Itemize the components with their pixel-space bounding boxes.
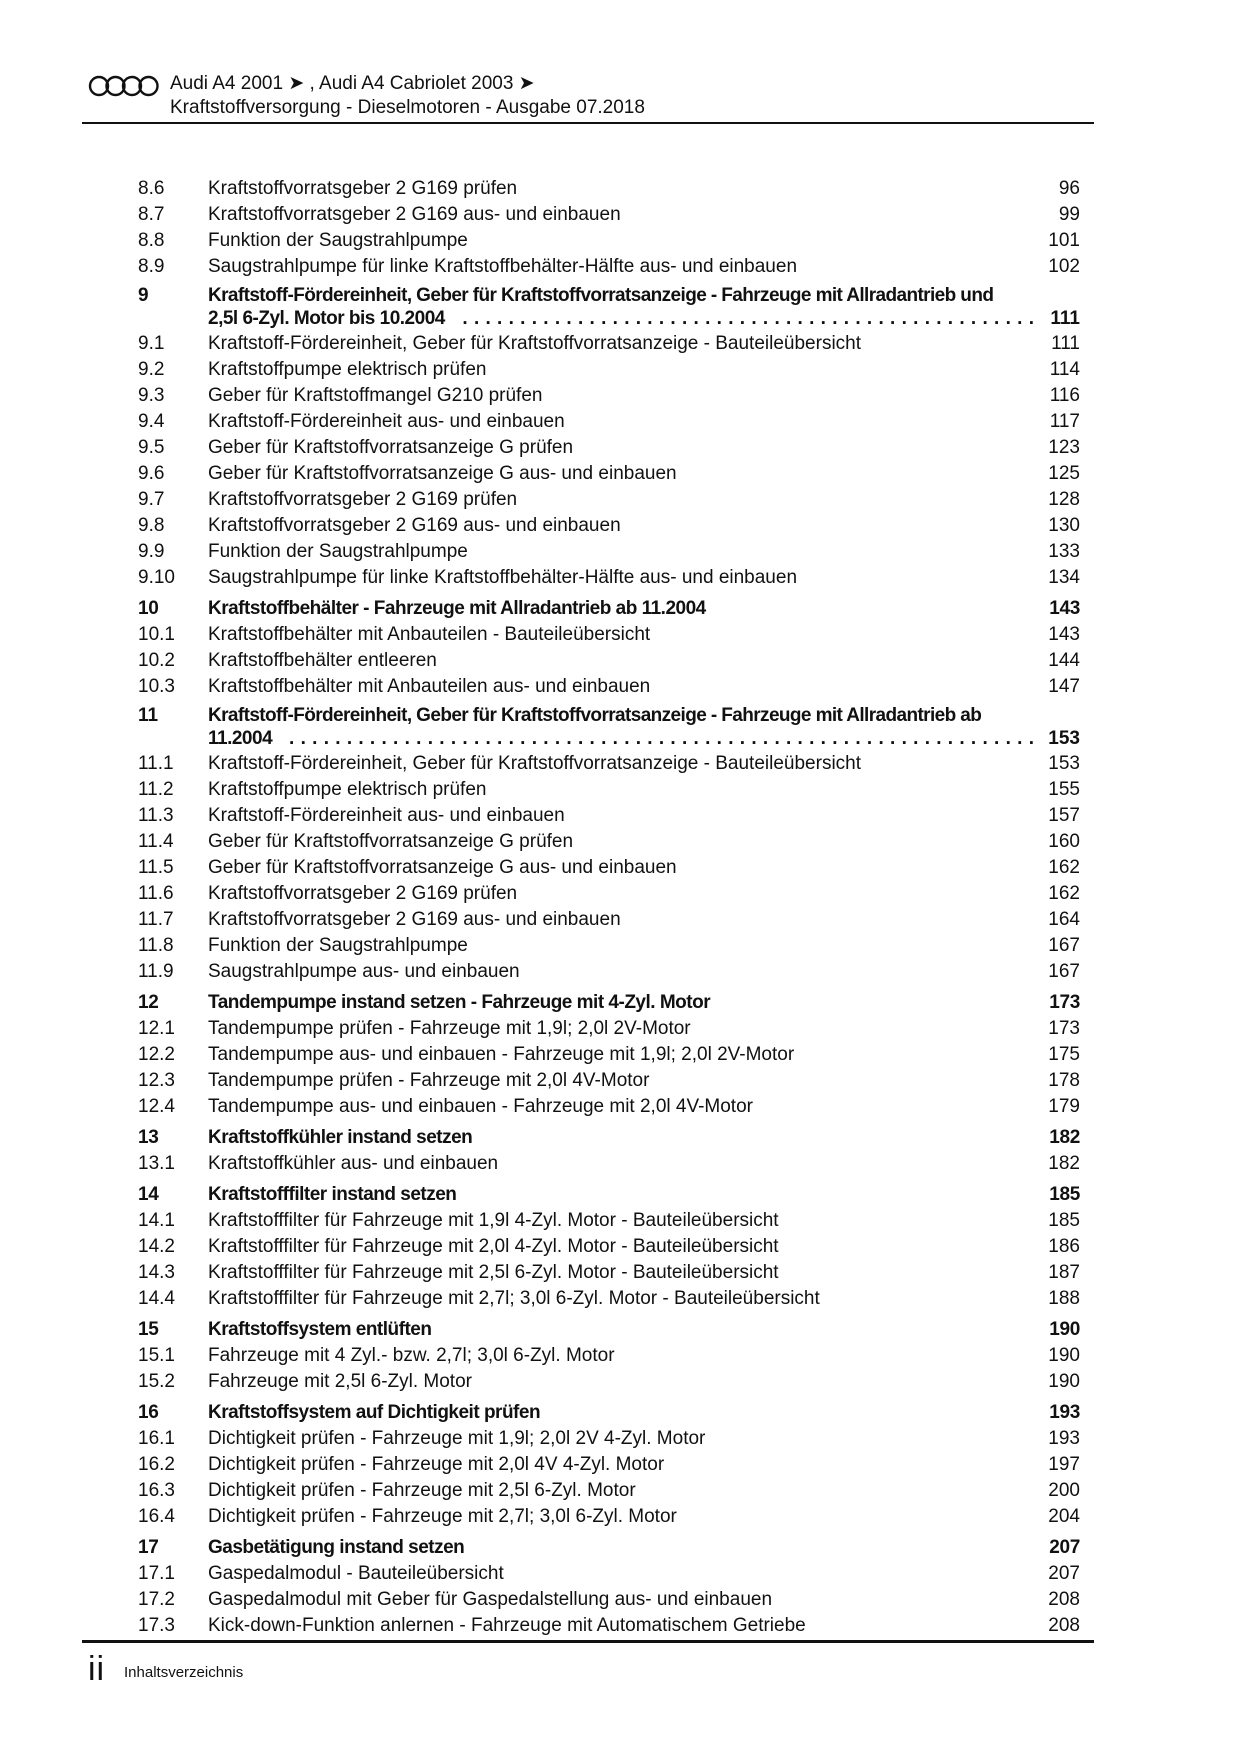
toc-entry-page: 101 — [1048, 230, 1080, 251]
toc-entry-title: Kraftstoff-Fördereinheit, Geber für Kraftstoffvorratsanzeige - Fahrzeuge mit Allradantrieb ab — [208, 705, 982, 726]
toc-section-entry[interactable] — [138, 487, 1080, 513]
toc-entry-title-continued: 2,5l 6-Zyl. Motor bis 10.2004 — [208, 307, 455, 331]
toc-section-entry[interactable] — [138, 1426, 1080, 1452]
toc-entry-title: Kraftstoffsystem entlüften — [208, 1317, 441, 1343]
toc-section-entry[interactable] — [138, 461, 1080, 487]
toc-entry-number: 11.7 — [138, 909, 174, 930]
toc-entry-page: 143 — [1048, 624, 1080, 645]
toc-entry-number: 9 — [138, 285, 149, 306]
toc-entry-title: Dichtigkeit prüfen - Fahrzeuge mit 2,0l 4V 4-Zyl. Motor — [208, 1452, 674, 1478]
toc-entry-title: Kraftstofffilter für Fahrzeuge mit 2,7l; 3,0l 6-Zyl. Motor - Bauteileübersicht — [208, 1286, 830, 1312]
toc-entry-title: Kraftstoff-Fördereinheit, Geber für Kraftstoffvorratsanzeige - Bauteileübersicht — [208, 751, 871, 777]
toc-entry-number: 16.1 — [138, 1428, 175, 1449]
toc-entry-page: 133 — [1048, 541, 1080, 562]
toc-section-entry[interactable] — [138, 565, 1080, 591]
toc-entry-page: 125 — [1048, 463, 1080, 484]
toc-section-entry[interactable] — [138, 1042, 1080, 1068]
toc-chapter-entry[interactable] — [138, 1125, 1080, 1151]
toc-entry-page: 186 — [1048, 1236, 1080, 1257]
toc-entry-title: Dichtigkeit prüfen - Fahrzeuge mit 1,9l; 2,0l 2V 4-Zyl. Motor — [208, 1426, 715, 1452]
toc-entry-title: Kraftstoffvorratsgeber 2 G169 prüfen — [208, 881, 527, 907]
toc-entry-title: Kraftstoffvorratsgeber 2 G169 prüfen — [208, 176, 527, 202]
toc-section-entry[interactable] — [138, 933, 1080, 959]
toc-section-entry[interactable] — [138, 907, 1080, 933]
toc-entry-title: Kraftstoffkühler instand setzen — [208, 1125, 482, 1151]
toc-entry-title: Dichtigkeit prüfen - Fahrzeuge mit 2,5l 6-Zyl. Motor — [208, 1478, 646, 1504]
toc-entry-page: 173 — [1048, 1018, 1080, 1039]
toc-entry-title: Kraftstofffilter für Fahrzeuge mit 1,9l 4-Zyl. Motor - Bauteileübersicht — [208, 1208, 789, 1234]
toc-entry-number: 9.8 — [138, 515, 165, 536]
toc-entry-page: 99 — [1058, 204, 1080, 225]
toc-entry-title: Kraftstoff-Fördereinheit, Geber für Kraftstoffvorratsanzeige - Bauteileübersicht — [208, 331, 871, 357]
toc-entry-page: 167 — [1048, 935, 1080, 956]
toc-entry-number: 12.2 — [138, 1044, 175, 1065]
toc-entry-number: 14.4 — [138, 1288, 175, 1309]
toc-entry-title: Kraftstoffvorratsgeber 2 G169 aus- und einbauen — [208, 907, 631, 933]
toc-entry-title: Dichtigkeit prüfen - Fahrzeuge mit 2,7l; 3,0l 6-Zyl. Motor — [208, 1504, 687, 1530]
toc-entry-number: 9.10 — [138, 567, 175, 588]
toc-entry-number: 10.1 — [138, 624, 175, 645]
toc-entry-number: 11.4 — [138, 831, 174, 852]
toc-entry-page: 190 — [1048, 1371, 1080, 1392]
toc-entry-page: 147 — [1048, 676, 1080, 697]
toc-entry-number: 12.1 — [138, 1018, 175, 1039]
toc-entry-page: 162 — [1048, 857, 1080, 878]
toc-entry-number: 11.2 — [138, 779, 174, 800]
toc-entry-page: 134 — [1048, 567, 1080, 588]
toc-chapter-entry[interactable] — [138, 1535, 1080, 1561]
toc-section-entry[interactable] — [138, 539, 1080, 565]
toc-entry-title: Kraftstofffilter für Fahrzeuge mit 2,5l 6-Zyl. Motor - Bauteileübersicht — [208, 1260, 789, 1286]
toc-entry-title: Kraftstoffpumpe elektrisch prüfen — [208, 777, 496, 803]
toc-entry-number: 10.2 — [138, 650, 175, 671]
toc-entry-title: Tandempumpe aus- und einbauen - Fahrzeuge mit 1,9l; 2,0l 2V-Motor — [208, 1042, 804, 1068]
toc-entry-page: 143 — [1049, 598, 1080, 619]
toc-section-entry[interactable] — [138, 829, 1080, 855]
toc-entry-page: 153 — [1048, 728, 1080, 749]
toc-entry-page: 116 — [1049, 385, 1080, 406]
toc-section-entry[interactable] — [138, 1504, 1080, 1530]
toc-entry-page: 207 — [1048, 1563, 1080, 1584]
toc-entry-number: 11.5 — [138, 857, 174, 878]
toc-entry-number: 11.3 — [138, 805, 174, 826]
toc-entry-title: Kraftstofffilter für Fahrzeuge mit 2,0l 4-Zyl. Motor - Bauteileübersicht — [208, 1234, 789, 1260]
toc-section-entry[interactable] — [138, 254, 1080, 280]
toc-entry-number: 11.6 — [138, 883, 174, 904]
toc-entry-number: 9.1 — [138, 333, 165, 354]
toc-section-entry[interactable] — [138, 1343, 1080, 1369]
toc-entry-title: Gaspedalmodul - Bauteileübersicht — [208, 1561, 514, 1587]
toc-entry-title: Kraftstoffbehälter mit Anbauteilen - Bauteileübersicht — [208, 622, 660, 648]
toc-entry-number: 15.1 — [138, 1345, 175, 1366]
toc-section-entry[interactable] — [138, 1286, 1080, 1312]
toc-entry-page: 160 — [1048, 831, 1080, 852]
toc-entry-number: 8.9 — [138, 256, 165, 277]
toc-entry-page: 204 — [1048, 1506, 1080, 1527]
toc-entry-title: Tandempumpe aus- und einbauen - Fahrzeuge mit 2,0l 4V-Motor — [208, 1094, 763, 1120]
toc-chapter-entry[interactable] — [138, 596, 1080, 622]
toc-entry-number: 8.7 — [138, 204, 165, 225]
toc-section-entry[interactable] — [138, 383, 1080, 409]
toc-section-entry[interactable] — [138, 855, 1080, 881]
header-model-line: Audi A4 2001 ➤ , Audi A4 Cabriolet 2003 ➤ — [170, 73, 535, 94]
toc-entry-page: 178 — [1048, 1070, 1080, 1091]
toc-entry-number: 9.4 — [138, 411, 165, 432]
toc-chapter-entry[interactable] — [138, 1182, 1080, 1208]
toc-section-entry[interactable] — [138, 202, 1080, 228]
toc-entry-number: 12 — [138, 992, 159, 1013]
toc-section-entry[interactable] — [138, 1561, 1080, 1587]
toc-entry-page: 179 — [1048, 1096, 1080, 1117]
toc-entry-number: 17.1 — [138, 1563, 175, 1584]
toc-entry-title: Kraftstoff-Fördereinheit, Geber für Kraftstoffvorratsanzeige - Fahrzeuge mit Allradantrieb und — [208, 285, 994, 306]
toc-entry-page: 188 — [1048, 1288, 1080, 1309]
toc-entry-title: Geber für Kraftstoffvorratsanzeige G prüfen — [208, 829, 583, 855]
toc-entry-page: 190 — [1048, 1345, 1080, 1366]
toc-section-entry[interactable] — [138, 1587, 1080, 1613]
toc-entry-page: 207 — [1049, 1537, 1080, 1558]
header-divider — [82, 122, 1094, 124]
toc-entry-page: 208 — [1048, 1615, 1080, 1636]
toc-entry-title: Kraftstoffpumpe elektrisch prüfen — [208, 357, 496, 383]
toc-entry-page: 111 — [1050, 308, 1080, 329]
toc-section-entry[interactable] — [138, 1369, 1080, 1395]
toc-section-entry[interactable] — [138, 1068, 1080, 1094]
toc-entry-title: Kraftstoffbehälter - Fahrzeuge mit Allradantrieb ab 11.2004 — [208, 596, 716, 622]
toc-section-entry[interactable] — [138, 1234, 1080, 1260]
toc-entry-number: 9.5 — [138, 437, 165, 458]
toc-entry-title: Tandempumpe prüfen - Fahrzeuge mit 1,9l; 2,0l 2V-Motor — [208, 1016, 701, 1042]
toc-entry-page: 173 — [1049, 992, 1080, 1013]
toc-entry-title: Kraftstoffvorratsgeber 2 G169 aus- und einbauen — [208, 513, 631, 539]
toc-section-entry[interactable] — [138, 228, 1080, 254]
toc-entry-title: Geber für Kraftstoffmangel G210 prüfen — [208, 383, 552, 409]
toc-entry-page: 167 — [1048, 961, 1080, 982]
toc-entry-page: 185 — [1048, 1210, 1080, 1231]
toc-entry-number: 9.6 — [138, 463, 165, 484]
toc-entry-number: 14.3 — [138, 1262, 175, 1283]
toc-entry-number: 17.2 — [138, 1589, 175, 1610]
toc-entry-number: 12.3 — [138, 1070, 175, 1091]
toc-entry-page: 208 — [1048, 1589, 1080, 1610]
toc-entry-number: 8.8 — [138, 230, 165, 251]
toc-entry-number: 13 — [138, 1127, 159, 1148]
toc-chapter-entry[interactable] — [138, 1400, 1080, 1426]
toc-entry-page: 182 — [1049, 1127, 1080, 1148]
footer-section-label: Inhaltsverzeichnis — [124, 1664, 244, 1681]
toc-dot-leader — [282, 727, 1034, 751]
toc-entry-page: 130 — [1048, 515, 1080, 536]
toc-section-entry[interactable] — [138, 751, 1080, 777]
toc-entry-number: 11 — [138, 705, 159, 726]
toc-entry-page: 114 — [1049, 359, 1080, 380]
toc-entry-number: 9.9 — [138, 541, 165, 562]
toc-entry-page: 144 — [1048, 650, 1080, 671]
toc-entry-page: 102 — [1048, 256, 1080, 277]
toc-section-entry[interactable] — [138, 357, 1080, 383]
toc-section-entry[interactable] — [138, 1094, 1080, 1120]
toc-entry-title: Kraftstoffsystem auf Dichtigkeit prüfen — [208, 1400, 550, 1426]
footer-page-number: ii — [88, 1650, 106, 1688]
toc-entry-page: 193 — [1048, 1428, 1080, 1449]
toc-entry-title: Kraftstoffvorratsgeber 2 G169 prüfen — [208, 487, 527, 513]
toc-entry-title: Fahrzeuge mit 2,5l 6-Zyl. Motor — [208, 1369, 482, 1395]
toc-entry-number: 15 — [138, 1319, 159, 1340]
toc-section-entry[interactable] — [138, 648, 1080, 674]
toc-chapter-entry[interactable] — [138, 990, 1080, 1016]
toc-entry-number: 16.4 — [138, 1506, 175, 1527]
toc-entry-number: 10.3 — [138, 676, 175, 697]
toc-section-entry[interactable] — [138, 1452, 1080, 1478]
toc-entry-title: Kraftstoffbehälter mit Anbauteilen aus- und einbauen — [208, 674, 660, 700]
toc-entry-title: Saugstrahlpumpe für linke Kraftstoffbehälter-Hälfte aus- und einbauen — [208, 254, 807, 280]
toc-section-entry[interactable] — [138, 674, 1080, 700]
toc-entry-title: Kick-down-Funktion anlernen - Fahrzeuge mit Automatischem Getriebe — [208, 1613, 816, 1639]
footer-divider — [82, 1640, 1094, 1643]
toc-entry-page: 182 — [1048, 1153, 1080, 1174]
toc-entry-number: 11.1 — [138, 753, 174, 774]
toc-entry-page: 155 — [1048, 779, 1080, 800]
toc-entry-number: 14.1 — [138, 1210, 175, 1231]
toc-entry-number: 9.2 — [138, 359, 165, 380]
toc-entry-number: 16 — [138, 1402, 159, 1423]
toc-entry-page: 175 — [1048, 1044, 1080, 1065]
toc-entry-title: Geber für Kraftstoffvorratsanzeige G aus- und einbauen — [208, 855, 687, 881]
toc-entry-title: Kraftstoff-Fördereinheit aus- und einbauen — [208, 803, 575, 829]
toc-entry-title: Funktion der Saugstrahlpumpe — [208, 539, 478, 565]
toc-entry-title: Gasbetätigung instand setzen — [208, 1535, 474, 1561]
toc-entry-page: 117 — [1049, 411, 1080, 432]
toc-entry-number: 15.2 — [138, 1371, 175, 1392]
toc-entry-number: 12.4 — [138, 1096, 175, 1117]
toc-entry-page: 187 — [1048, 1262, 1080, 1283]
toc-entry-title: Kraftstoffbehälter entleeren — [208, 648, 447, 674]
toc-entry-page: 190 — [1049, 1319, 1080, 1340]
toc-entry-page: 185 — [1049, 1184, 1080, 1205]
toc-entry-number: 10 — [138, 598, 159, 619]
toc-entry-page: 153 — [1048, 753, 1080, 774]
toc-entry-page: 111 — [1051, 333, 1080, 354]
toc-entry-title: Geber für Kraftstoffvorratsanzeige G prüfen — [208, 435, 583, 461]
toc-entry-title: Saugstrahlpumpe aus- und einbauen — [208, 959, 530, 985]
toc-dot-leader — [455, 307, 1034, 331]
toc-entry-title: Kraftstofffilter instand setzen — [208, 1182, 466, 1208]
toc-entry-number: 16.3 — [138, 1480, 175, 1501]
toc-entry-page: 193 — [1049, 1402, 1080, 1423]
toc-entry-page: 128 — [1048, 489, 1080, 510]
toc-entry-title: Kraftstoffkühler aus- und einbauen — [208, 1151, 508, 1177]
toc-entry-page: 164 — [1048, 909, 1080, 930]
toc-entry-title: Funktion der Saugstrahlpumpe — [208, 228, 478, 254]
toc-entry-title: Funktion der Saugstrahlpumpe — [208, 933, 478, 959]
toc-chapter-entry[interactable] — [138, 1317, 1080, 1343]
toc-entry-number: 14.2 — [138, 1236, 175, 1257]
toc-section-entry[interactable] — [138, 803, 1080, 829]
toc-section-entry[interactable] — [138, 959, 1080, 985]
toc-section-entry[interactable] — [138, 777, 1080, 803]
toc-entry-number: 14 — [138, 1184, 159, 1205]
toc-entry-number: 16.2 — [138, 1454, 175, 1475]
toc-entry-page: 197 — [1048, 1454, 1080, 1475]
toc-section-entry[interactable] — [138, 176, 1080, 202]
toc-section-entry[interactable] — [138, 1016, 1080, 1042]
toc-entry-number: 11.9 — [138, 961, 174, 982]
toc-section-entry[interactable] — [138, 881, 1080, 907]
header-document-title: Kraftstoffversorgung - Dieselmotoren - Ausgabe 07.2018 — [170, 97, 645, 118]
toc-entry-page: 200 — [1048, 1480, 1080, 1501]
toc-entry-number: 11.8 — [138, 935, 174, 956]
toc-entry-number: 17 — [138, 1537, 159, 1558]
table-of-contents — [138, 176, 1080, 1639]
toc-section-entry[interactable] — [138, 1208, 1080, 1234]
toc-chapter-entry[interactable] — [138, 285, 1080, 331]
toc-entry-number: 9.7 — [138, 489, 165, 510]
toc-section-entry[interactable] — [138, 435, 1080, 461]
toc-entry-title: Fahrzeuge mit 4 Zyl.- bzw. 2,7l; 3,0l 6-Zyl. Motor — [208, 1343, 625, 1369]
page-header — [82, 72, 1094, 124]
toc-entry-title: Geber für Kraftstoffvorratsanzeige G aus- und einbauen — [208, 461, 687, 487]
toc-section-entry[interactable] — [138, 622, 1080, 648]
toc-entry-title: Tandempumpe instand setzen - Fahrzeuge mit 4-Zyl. Motor — [208, 990, 720, 1016]
toc-entry-title-continued: 11.2004 — [208, 727, 282, 751]
toc-section-entry[interactable] — [138, 409, 1080, 435]
toc-entry-title: Kraftstoff-Fördereinheit aus- und einbauen — [208, 409, 575, 435]
toc-entry-title: Tandempumpe prüfen - Fahrzeuge mit 2,0l 4V-Motor — [208, 1068, 659, 1094]
toc-section-entry[interactable] — [138, 1613, 1080, 1639]
toc-entry-page: 123 — [1048, 437, 1080, 458]
toc-chapter-entry[interactable] — [138, 705, 1080, 751]
toc-entry-number: 13.1 — [138, 1153, 175, 1174]
toc-section-entry[interactable] — [138, 513, 1080, 539]
toc-entry-page: 162 — [1048, 883, 1080, 904]
toc-entry-title: Saugstrahlpumpe für linke Kraftstoffbehälter-Hälfte aus- und einbauen — [208, 565, 807, 591]
toc-section-entry[interactable] — [138, 1260, 1080, 1286]
toc-entry-page: 96 — [1058, 178, 1080, 199]
audi-rings-logo-icon — [88, 75, 160, 97]
toc-entry-number: 8.6 — [138, 178, 165, 199]
toc-entry-number: 9.3 — [138, 385, 165, 406]
toc-entry-title: Gaspedalmodul mit Geber für Gaspedalstellung aus- und einbauen — [208, 1587, 782, 1613]
toc-section-entry[interactable] — [138, 1151, 1080, 1177]
toc-entry-number: 17.3 — [138, 1615, 175, 1636]
toc-section-entry[interactable] — [138, 331, 1080, 357]
toc-section-entry[interactable] — [138, 1478, 1080, 1504]
toc-entry-title: Kraftstoffvorratsgeber 2 G169 aus- und einbauen — [208, 202, 631, 228]
toc-entry-page: 157 — [1048, 805, 1080, 826]
